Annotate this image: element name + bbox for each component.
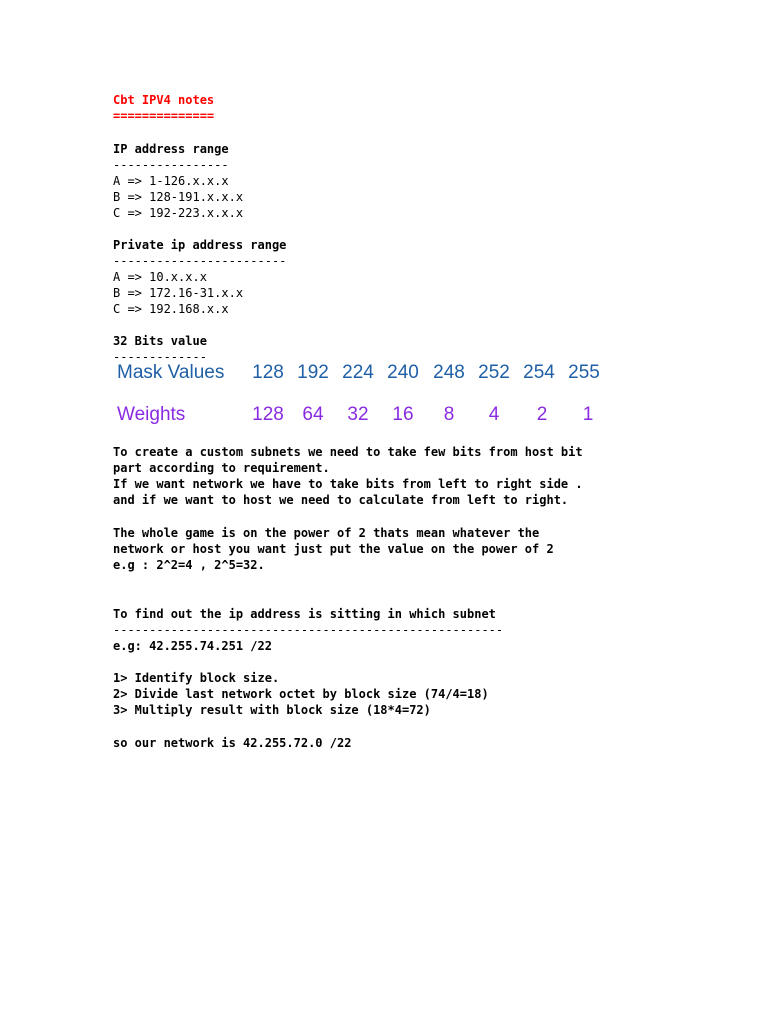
weight-value: 128 <box>252 404 284 425</box>
weight-value: 64 <box>302 404 324 425</box>
weights-label: Weights <box>117 404 186 425</box>
paragraph1-line: and if we want to host we need to calculate from left to right. <box>113 493 569 507</box>
subnet-example: e.g: 42.255.74.251 /22 <box>113 639 272 653</box>
paragraph1-line: If we want network we have to take bits from left to right side . <box>113 477 583 491</box>
paragraph2-line: e.g : 2^2=4 , 2^5=32. <box>113 558 265 572</box>
paragraph1-line: part according to requirement. <box>113 461 330 475</box>
private-range-heading: Private ip address range <box>113 238 287 252</box>
private-range-line-c: C => 192.168.x.x <box>113 302 229 316</box>
bits-underline: ------------- <box>113 350 207 364</box>
paragraph2-line: The whole game is on the power of 2 thats mean whatever the <box>113 526 540 540</box>
subnet-underline: ------------------------------------------------------ <box>113 623 504 637</box>
subnet-step: 1> Identify block size. <box>113 671 280 685</box>
bits-heading: 32 Bits value <box>113 334 207 348</box>
subnet-heading: To find out the ip address is sitting in which subnet <box>113 607 496 621</box>
private-range-line-a: A => 10.x.x.x <box>113 270 207 284</box>
weight-value: 32 <box>347 404 369 425</box>
ip-range-line-a: A => 1-126.x.x.x <box>113 174 229 188</box>
paragraph1-line: To create a custom subnets we need to take few bits from host bit <box>113 445 583 459</box>
mask-value: 255 <box>568 362 600 383</box>
mask-value: 252 <box>478 362 510 383</box>
weight-value: 4 <box>488 404 500 425</box>
weight-value: 2 <box>536 404 548 425</box>
mask-value: 192 <box>297 362 329 383</box>
paragraph2-line: network or host you want just put the value on the power of 2 <box>113 542 554 556</box>
weight-value: 1 <box>582 404 594 425</box>
private-range-line-b: B => 172.16-31.x.x <box>113 286 244 300</box>
subnet-step: 2> Divide last network octet by block size (74/4=18) <box>113 687 489 701</box>
ip-range-line-b: B => 128-191.x.x.x <box>113 190 244 204</box>
weight-value: 8 <box>443 404 455 425</box>
private-range-underline: ------------------------ <box>113 254 287 268</box>
subnet-step: 3> Multiply result with block size (18*4=72) <box>113 703 431 717</box>
page-title: Cbt IPV4 notes <box>113 93 215 107</box>
mask-value: 240 <box>387 362 419 383</box>
ip-range-line-c: C => 192-223.x.x.x <box>113 206 244 220</box>
mask-value: 248 <box>433 362 465 383</box>
mask-value: 224 <box>342 362 374 383</box>
ip-range-heading: IP address range <box>113 142 229 156</box>
weight-value: 16 <box>392 404 414 425</box>
title-underline: ============== <box>113 109 215 123</box>
ip-range-underline: ---------------- <box>113 158 229 172</box>
mask-value: 254 <box>523 362 555 383</box>
subnet-result: so our network is 42.255.72.0 /22 <box>113 736 352 750</box>
mask-values-label: Mask Values <box>117 362 225 383</box>
mask-value: 128 <box>252 362 284 383</box>
